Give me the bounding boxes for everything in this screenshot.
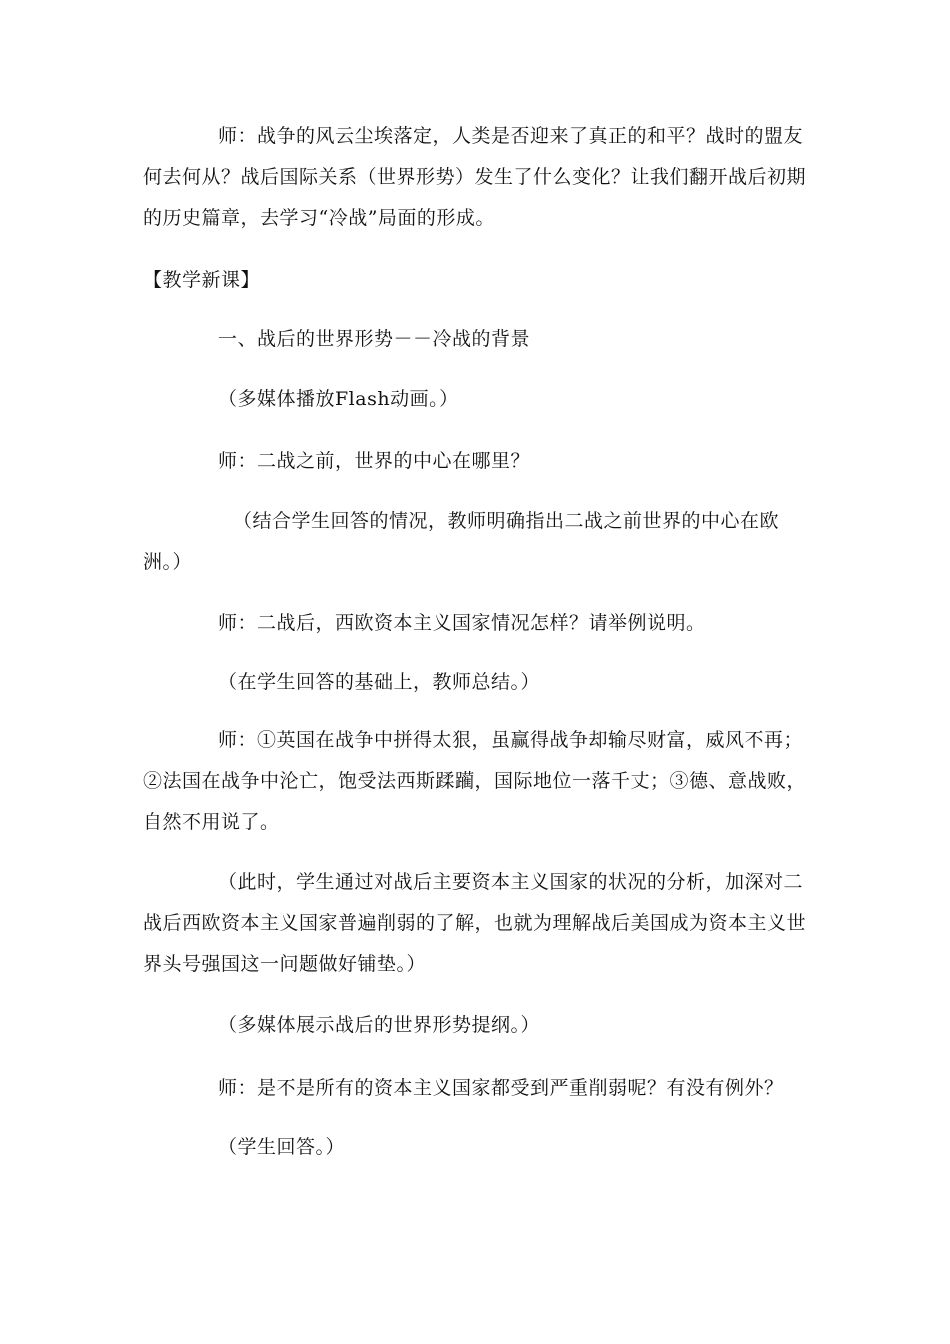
subsection-heading: 一、战后的世界形势－－冷战的背景 [218,328,531,350]
paragraph-student-analysis: （此时，学生通过对战后主要资本主义国家的状况的分析，加深对二战后西欧资本主义国家普遍削弱的了解，也就为理解战后美国成为资本主义世界头号强国这一问题做好铺垫。） [143,871,807,975]
paragraph-media-outline: （多媒体展示战后的世界形势提纲。） [218,1014,541,1036]
paragraph-student-answer: （学生回答。） [218,1136,346,1158]
paragraph-teacher-note-1: （结合学生回答的情况，教师明确指出二战之前世界的中心在欧洲。） [143,510,780,573]
paragraph-teacher-explanation: 师：①英国在战争中拼得太狠，虽赢得战争却输尽财富，威风不再；②法国在战争中沦亡，饱受法西斯蹂躏，国际地位一落千丈；③德、意战败，自然不用说了。 [143,729,807,833]
section-heading-new-lesson: 【教学新课】 [143,269,261,291]
paragraph-media-flash: （多媒体播放Flash动画。） [218,388,459,410]
paragraph-teacher-question-1: 师：二战之前，世界的中心在哪里？ [218,450,531,472]
paragraph-teacher-summary: （在学生回答的基础上，教师总结。） [218,671,541,693]
paragraph-intro: 师：战争的风云尘埃落定，人类是否迎来了真正的和平？战时的盟友何去何从？战后国际关系（世界形势）发生了什么变化？让我们翻开战后初期的历史篇章，去学习“冷战”局面的形成。 [143,125,807,229]
paragraph-teacher-question-2: 师：二战后，西欧资本主义国家情况怎样？请举例说明。 [218,612,706,634]
paragraph-teacher-question-3: 师：是不是所有的资本主义国家都受到严重削弱呢？有没有例外？ [218,1077,784,1099]
